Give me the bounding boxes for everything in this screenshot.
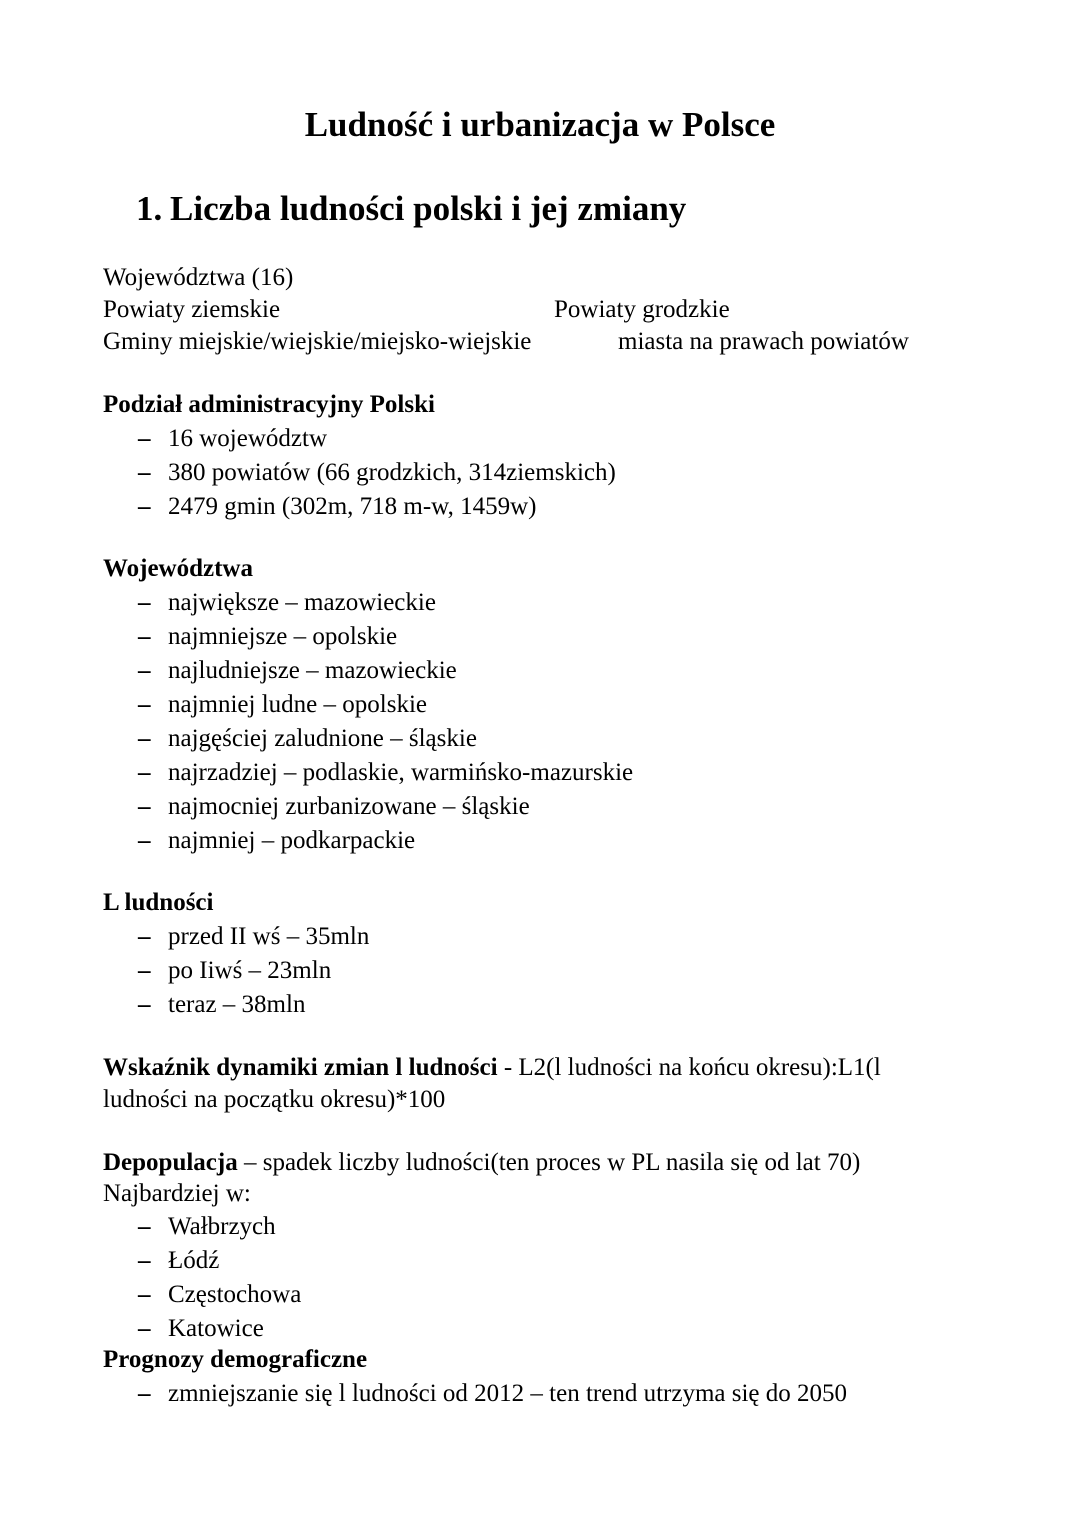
bullet-dash: – <box>138 1380 151 1407</box>
list-item <box>138 1245 219 1277</box>
list-item-text: najmocniej zurbanizowane – śląskie <box>168 793 530 820</box>
list-item-text: Częstochowa <box>168 1281 302 1308</box>
list-item <box>138 1313 264 1345</box>
list-item <box>138 655 457 687</box>
section-heading-text: Liczba ludności polski i jej zmiany <box>170 189 687 228</box>
bullet-dash: – <box>138 425 151 452</box>
list-item-text: przed II wś – 35mln <box>168 923 370 950</box>
list-item <box>138 587 436 619</box>
hierarchy-communes: Gminy miejskie/wiejskie/miejsko-wiejskie <box>103 328 532 355</box>
bullet-dash: – <box>138 923 151 950</box>
list-item-text: najludniejsze – mazowieckie <box>168 657 457 684</box>
bullet-dash: – <box>138 827 151 854</box>
forecasts-heading: Prognozy demograficzne <box>103 1346 368 1373</box>
bullet-dash: – <box>138 1213 151 1240</box>
list-item <box>138 621 397 653</box>
list-item-text: 2479 gmin (302m, 718 m-w, 1459w) <box>168 493 537 520</box>
list-item-text: Wałbrzych <box>168 1213 276 1240</box>
bullet-dash: – <box>138 957 151 984</box>
list-item <box>138 689 427 721</box>
list-item-text: Łódź <box>168 1247 220 1274</box>
list-item <box>138 723 477 755</box>
list-item-text: Katowice <box>168 1315 264 1342</box>
dynamics-definition <box>103 1052 881 1084</box>
depopulation-intro: Najbardziej w: <box>103 1180 251 1207</box>
hierarchy-cities-with-county-rights: miasta na prawach powiatów <box>618 328 909 355</box>
bullet-dash: – <box>138 691 151 718</box>
hierarchy-rural-counties: Powiaty ziemskie <box>103 296 281 323</box>
list-item <box>138 457 616 489</box>
depopulation-definition <box>103 1147 860 1179</box>
list-item <box>138 791 530 823</box>
depopulation-definition-text: – spadek liczby ludności(ten proces w PL nasila się od lat 70) <box>237 1149 861 1176</box>
list-item-text: najmniej – podkarpackie <box>168 827 416 854</box>
list-item-text: najmniejsze – opolskie <box>168 623 398 650</box>
hierarchy-line-communes <box>103 326 953 358</box>
voivodeships-heading: Województwa <box>103 555 253 582</box>
list-item <box>138 1211 276 1243</box>
list-item-text: teraz – 38mln <box>168 991 306 1018</box>
population-heading: L ludności <box>103 889 214 916</box>
document-title: Ludność i urbanizacja w Polsce <box>304 105 776 144</box>
bullet-dash: – <box>138 589 151 616</box>
bullet-dash: – <box>138 1281 151 1308</box>
hierarchy-line-counties <box>103 294 903 326</box>
list-item <box>138 921 369 953</box>
hierarchy-line-voivodeships <box>103 262 293 294</box>
list-item <box>138 955 331 987</box>
list-item-text: największe – mazowieckie <box>168 589 436 616</box>
bullet-dash: – <box>138 1247 151 1274</box>
list-item <box>138 423 327 455</box>
admin-division-heading: Podział administracyjny Polski <box>103 391 435 418</box>
depopulation-term: Depopulacja <box>103 1149 238 1176</box>
list-item-text: 16 województw <box>168 425 327 452</box>
list-item <box>138 491 537 523</box>
list-item <box>138 757 633 789</box>
bullet-dash: – <box>138 793 151 820</box>
list-item <box>138 1279 301 1311</box>
bullet-dash: – <box>138 493 151 520</box>
bullet-dash: – <box>138 657 151 684</box>
bullet-dash: – <box>138 1315 151 1342</box>
list-item-text: najrzadziej – podlaskie, warmińsko-mazurskie <box>168 759 634 786</box>
dynamics-definition-text: - L2(l ludności na końcu okresu):L1(l <box>497 1054 881 1081</box>
hierarchy-city-counties: Powiaty grodzkie <box>554 296 730 323</box>
list-item-text: po Iiwś – 23mln <box>168 957 332 984</box>
section-heading <box>136 187 686 231</box>
bullet-dash: – <box>138 759 151 786</box>
section-number: 1. <box>136 189 163 228</box>
list-item-text: zmniejszanie się l ludności od 2012 – ten trend utrzyma się do 2050 <box>168 1380 848 1407</box>
list-item-text: 380 powiatów (66 grodzkich, 314ziemskich) <box>168 459 616 486</box>
list-item <box>138 989 305 1021</box>
list-item <box>138 825 415 857</box>
hierarchy-voivodeships: Województwa (16) <box>103 264 294 291</box>
dynamics-definition-continued: ludności na początku okresu)*100 <box>103 1086 446 1113</box>
bullet-dash: – <box>138 991 151 1018</box>
bullet-dash: – <box>138 623 151 650</box>
list-item-text: najgęściej zaludnione – śląskie <box>168 725 477 752</box>
list-item-text: najmniej ludne – opolskie <box>168 691 427 718</box>
list-item <box>138 1378 847 1410</box>
bullet-dash: – <box>138 725 151 752</box>
dynamics-term: Wskaźnik dynamiki zmian l ludności <box>103 1054 498 1081</box>
bullet-dash: – <box>138 459 151 486</box>
